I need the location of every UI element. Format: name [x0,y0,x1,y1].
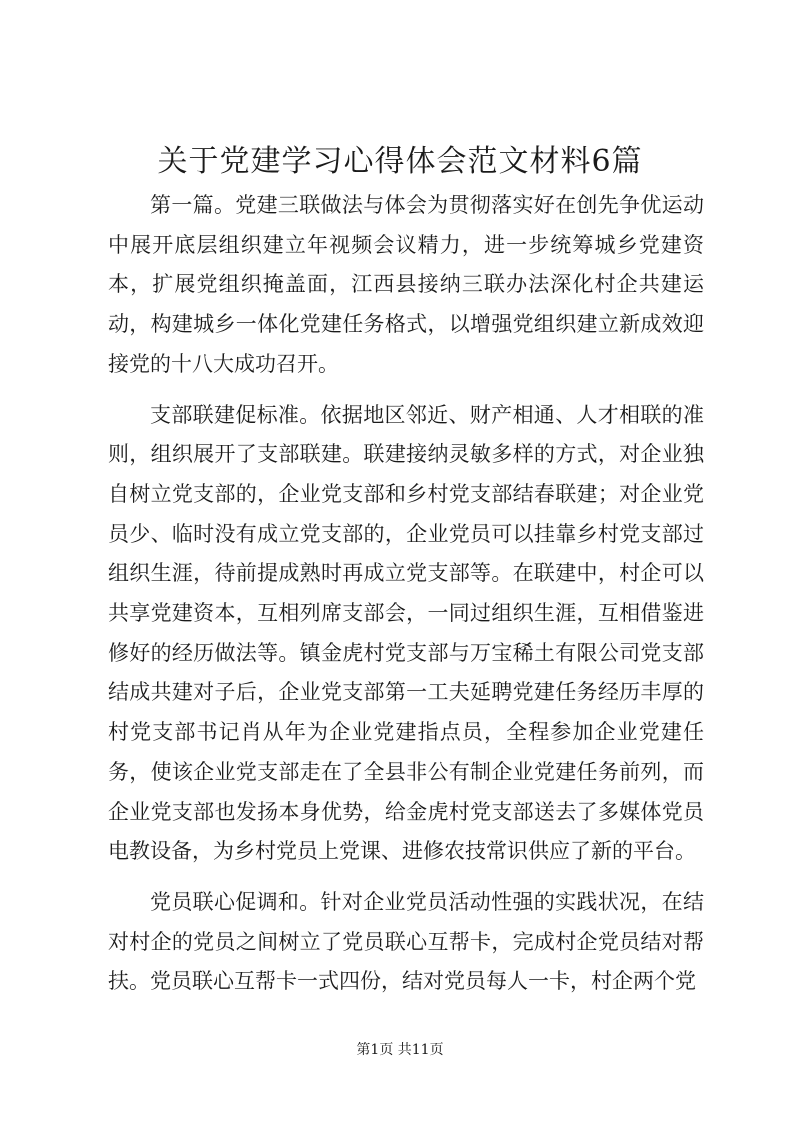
paragraph-1: 第一篇。党建三联做法与体会为贯彻落实好在创先争优运动中展开底层组织建立年视频会议精力，进一步统筹城乡党建资本，扩展党组织掩盖面，江西县接纳三联办法深化村企共建运动，构建城乡一体化党建任务格式，以增强党组织建立新成效迎接党的十八大成功召开。 [108,193,704,376]
document-body [108,186,704,1002]
document-title: 关于党建学习心得体会范文材料6篇 [157,144,643,179]
page-footer: 第1页 共11页 [356,1042,444,1058]
paragraph-3: 党员联心促调和。针对企业党员活动性强的实践状况，在结对村企的党员之间树立了党员联心互帮卡，完成村企党员结对帮扶。党员联心互帮卡一式四份，结对党员每人一卡，村企两个党 [108,889,704,994]
paragraph-2: 支部联建促标准。依据地区邻近、财产相通、人才相联的准则，组织展开了支部联建。联建接纳灵敏多样的方式，对企业独自树立党支部的，企业党支部和乡村党支部结春联建；对企业党员少、临时没有成立党支部的，企业党员可以挂靠乡村党支部过组织生涯，待前提成熟时再成立党支部等。在联建中，村企可以共享党建资本，互相列席支部会，一同过组织生涯，互相借鉴进修好的经历做法等。镇金虎村党支部与万宝稀土有限公司党支部结成共建对子后，企业党支部第一工夫延聘党建任务经历丰厚的村党支部书记肖从年为企业党建指点员，全程参加企业党建任务，使该企业党支部走在了全县非公有制企业党建任务前列，而企业党支部也发扬本身优势，给金虎村党支部送去了多媒体党员电教设备，为乡村党员上党课、进修农技常识供应了新的平台。 [108,402,704,864]
